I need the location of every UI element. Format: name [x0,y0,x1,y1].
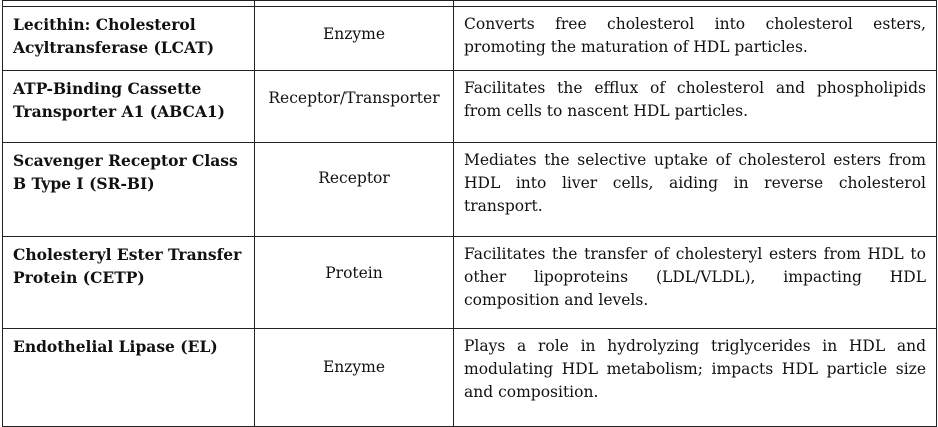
table-row [3,237,937,329]
protein-description: Converts free cholesterol into cholesterol esters, promoting the maturation of HDL particles. [454,7,937,71]
protein-type: Protein [255,237,454,329]
protein-type: Receptor [255,143,454,237]
protein-description: Plays a role in hydrolyzing triglycerides in HDL and modulating HDL metabolism; impacts HDL particle size and composition. [454,329,937,427]
protein-type: Enzyme [255,329,454,427]
table-row [3,71,937,143]
table-row [3,143,937,237]
protein-description: Facilitates the efflux of cholesterol and phospholipids from cells to nascent HDL particles. [454,71,937,143]
protein-name: Scavenger Receptor Class B Type I (SR-BI) [3,143,255,237]
protein-description: Facilitates the transfer of cholesteryl esters from HDL to other lipoproteins (LDL/VLDL), impacting HDL composition and levels. [454,237,937,329]
protein-type: Receptor/Transporter [255,71,454,143]
protein-name: Cholesteryl Ester Transfer Protein (CETP) [3,237,255,329]
hdl-proteins-table [2,0,937,427]
protein-type: Enzyme [255,7,454,71]
table-row [3,7,937,71]
protein-name: Lecithin: Cholesterol Acyltransferase (LCAT) [3,7,255,71]
protein-name: Endothelial Lipase (EL) [3,329,255,427]
protein-name: ATP-Binding Cassette Transporter A1 (ABCA1) [3,71,255,143]
protein-description: Mediates the selective uptake of cholesterol esters from HDL into liver cells, aiding in reverse cholesterol transport. [454,143,937,237]
table-row [3,329,937,427]
